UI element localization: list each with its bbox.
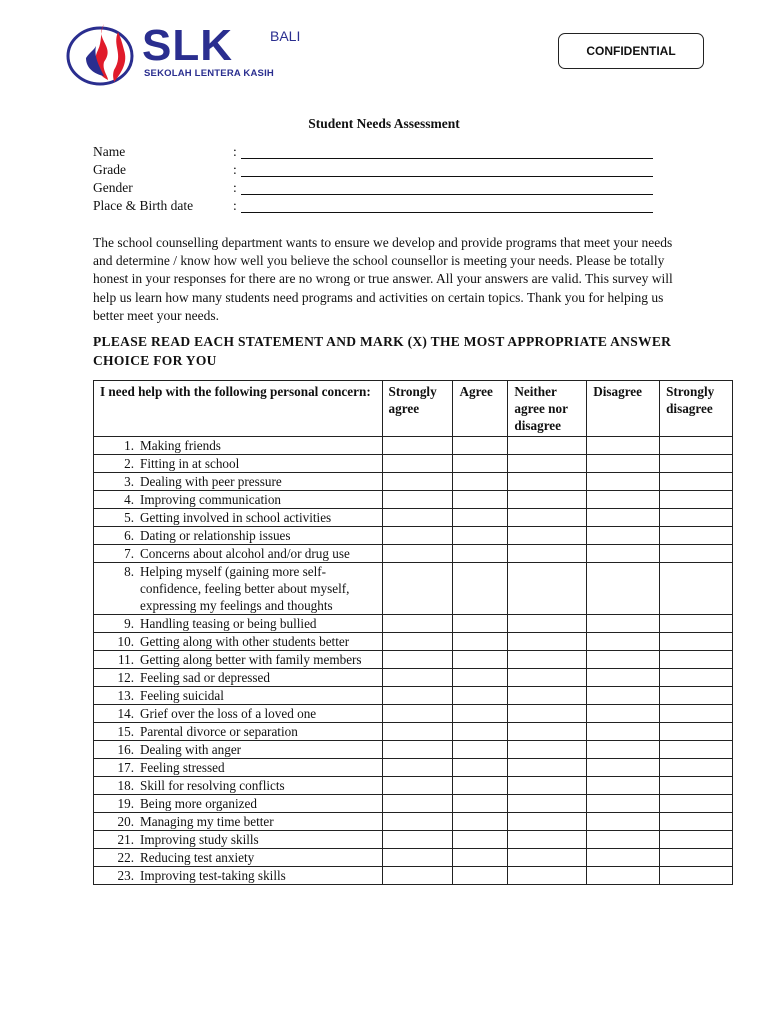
school-logo bbox=[64, 18, 324, 88]
answer-cell-neither[interactable] bbox=[508, 867, 587, 885]
answer-cell-neither[interactable] bbox=[508, 509, 587, 527]
concern-cell bbox=[94, 777, 383, 795]
answer-cell-disagree[interactable] bbox=[587, 759, 660, 777]
answer-cell-disagree[interactable] bbox=[587, 813, 660, 831]
concern-cell bbox=[94, 509, 383, 527]
answer-cell-strongly-agree[interactable] bbox=[382, 509, 453, 527]
concern-cell bbox=[94, 473, 383, 491]
column-header-concern: I need help with the following personal concern: bbox=[94, 381, 383, 437]
answer-cell-neither[interactable] bbox=[508, 741, 587, 759]
answer-line[interactable] bbox=[241, 176, 653, 177]
item-number: 12. bbox=[117, 670, 134, 685]
concern-cell bbox=[94, 527, 383, 545]
answer-cell-neither[interactable] bbox=[508, 777, 587, 795]
concern-cell bbox=[94, 455, 383, 473]
table-row bbox=[94, 687, 733, 705]
answer-cell-agree[interactable] bbox=[453, 759, 508, 777]
table-row bbox=[94, 633, 733, 651]
concern-cell bbox=[94, 437, 383, 455]
answer-cell-strongly-disagree[interactable] bbox=[660, 545, 733, 563]
item-number: 4. bbox=[124, 492, 134, 507]
table-row bbox=[94, 867, 733, 885]
column-header-disagree: Disagree bbox=[587, 381, 660, 437]
table-header-row bbox=[94, 381, 733, 437]
answer-cell-strongly-disagree[interactable] bbox=[660, 527, 733, 545]
item-text: Improving test-taking skills bbox=[140, 868, 286, 883]
answer-cell-neither[interactable] bbox=[508, 633, 587, 651]
table-row bbox=[94, 473, 733, 491]
answer-cell-agree[interactable] bbox=[453, 473, 508, 491]
answer-cell-agree[interactable] bbox=[453, 723, 508, 741]
answer-cell-disagree[interactable] bbox=[587, 867, 660, 885]
table-row bbox=[94, 491, 733, 509]
table-row bbox=[94, 777, 733, 795]
answer-cell-disagree[interactable] bbox=[587, 455, 660, 473]
assessment-table bbox=[93, 380, 733, 885]
concern-cell bbox=[94, 723, 383, 741]
answer-cell-strongly-disagree[interactable] bbox=[660, 509, 733, 527]
answer-cell-neither[interactable] bbox=[508, 759, 587, 777]
field-label: Gender bbox=[93, 180, 133, 195]
answer-cell-strongly-agree[interactable] bbox=[382, 705, 453, 723]
table-row bbox=[94, 527, 733, 545]
page-title: Student Needs Assessment bbox=[308, 116, 460, 131]
concern-cell bbox=[94, 615, 383, 633]
answer-cell-disagree[interactable] bbox=[587, 509, 660, 527]
answer-cell-neither[interactable] bbox=[508, 831, 587, 849]
item-text: Reducing test anxiety bbox=[140, 850, 255, 865]
answer-cell-strongly-disagree[interactable] bbox=[660, 455, 733, 473]
item-text: Making friends bbox=[140, 438, 221, 453]
answer-cell-neither[interactable] bbox=[508, 563, 587, 615]
field-label: Name bbox=[93, 144, 126, 159]
concern-cell bbox=[94, 651, 383, 669]
answer-cell-strongly-agree[interactable] bbox=[382, 545, 453, 563]
item-text: Dating or relationship issues bbox=[140, 528, 291, 543]
item-number: 6. bbox=[124, 528, 134, 543]
answer-cell-strongly-disagree[interactable] bbox=[660, 813, 733, 831]
table-row bbox=[94, 705, 733, 723]
answer-cell-disagree[interactable] bbox=[587, 633, 660, 651]
item-text: Parental divorce or separation bbox=[140, 724, 298, 739]
concern-cell bbox=[94, 741, 383, 759]
answer-cell-agree[interactable] bbox=[453, 849, 508, 867]
answer-cell-strongly-agree[interactable] bbox=[382, 615, 453, 633]
answer-cell-agree[interactable] bbox=[453, 867, 508, 885]
answer-cell-neither[interactable] bbox=[508, 813, 587, 831]
item-number: 14. bbox=[117, 706, 134, 721]
answer-cell-strongly-agree[interactable] bbox=[382, 527, 453, 545]
answer-cell-neither[interactable] bbox=[508, 849, 587, 867]
logo-region: BALI bbox=[270, 28, 301, 44]
answer-cell-neither[interactable] bbox=[508, 705, 587, 723]
answer-cell-strongly-agree[interactable] bbox=[382, 455, 453, 473]
item-number: 20. bbox=[117, 814, 134, 829]
answer-cell-disagree[interactable] bbox=[587, 795, 660, 813]
column-header-strongly-disagree: Strongly disagree bbox=[660, 381, 733, 437]
concern-cell bbox=[94, 563, 383, 615]
answer-cell-strongly-disagree[interactable] bbox=[660, 723, 733, 741]
table-row bbox=[94, 563, 733, 615]
flame-emblem-icon bbox=[64, 18, 140, 88]
answer-line[interactable] bbox=[241, 212, 653, 213]
item-number: 19. bbox=[117, 796, 134, 811]
answer-cell-strongly-disagree[interactable] bbox=[660, 849, 733, 867]
answer-cell-agree[interactable] bbox=[453, 651, 508, 669]
table-row bbox=[94, 615, 733, 633]
answer-cell-agree[interactable] bbox=[453, 563, 508, 615]
table-row bbox=[94, 437, 733, 455]
answer-cell-strongly-disagree[interactable] bbox=[660, 563, 733, 615]
answer-cell-agree[interactable] bbox=[453, 813, 508, 831]
table-row bbox=[94, 455, 733, 473]
grade-field[interactable] bbox=[93, 162, 653, 180]
answer-cell-neither[interactable] bbox=[508, 527, 587, 545]
answer-cell-strongly-disagree[interactable] bbox=[660, 831, 733, 849]
item-text: Improving communication bbox=[140, 492, 282, 507]
table-row bbox=[94, 849, 733, 867]
answer-cell-neither[interactable] bbox=[508, 795, 587, 813]
answer-cell-strongly-disagree[interactable] bbox=[660, 705, 733, 723]
concern-cell bbox=[94, 669, 383, 687]
answer-cell-strongly-disagree[interactable] bbox=[660, 615, 733, 633]
concern-cell bbox=[94, 849, 383, 867]
logo-wordmark: SLK bbox=[142, 21, 233, 70]
item-number: 2. bbox=[124, 456, 134, 471]
answer-cell-strongly-disagree[interactable] bbox=[660, 473, 733, 491]
answer-cell-strongly-agree[interactable] bbox=[382, 849, 453, 867]
answer-cell-strongly-agree[interactable] bbox=[382, 723, 453, 741]
concern-cell bbox=[94, 491, 383, 509]
answer-cell-disagree[interactable] bbox=[587, 437, 660, 455]
answer-cell-strongly-agree[interactable] bbox=[382, 473, 453, 491]
field-colon: : bbox=[233, 180, 237, 195]
answer-cell-strongly-agree[interactable] bbox=[382, 831, 453, 849]
answer-cell-agree[interactable] bbox=[453, 633, 508, 651]
answer-cell-agree[interactable] bbox=[453, 687, 508, 705]
item-number: 22. bbox=[117, 850, 134, 865]
table-row bbox=[94, 795, 733, 813]
item-text: Grief over the loss of a loved one bbox=[140, 706, 317, 721]
item-number: 8. bbox=[124, 564, 134, 579]
answer-cell-strongly-disagree[interactable] bbox=[660, 491, 733, 509]
answer-cell-disagree[interactable] bbox=[587, 473, 660, 491]
answer-cell-agree[interactable] bbox=[453, 705, 508, 723]
answer-cell-agree[interactable] bbox=[453, 527, 508, 545]
item-number: 21. bbox=[117, 832, 134, 847]
concern-cell bbox=[94, 705, 383, 723]
item-number: 18. bbox=[117, 778, 134, 793]
answer-cell-disagree[interactable] bbox=[587, 831, 660, 849]
answer-cell-strongly-disagree[interactable] bbox=[660, 741, 733, 759]
answer-cell-disagree[interactable] bbox=[587, 723, 660, 741]
answer-cell-neither[interactable] bbox=[508, 651, 587, 669]
table-row bbox=[94, 509, 733, 527]
answer-cell-strongly-agree[interactable] bbox=[382, 867, 453, 885]
item-number: 5. bbox=[124, 510, 134, 525]
answer-cell-strongly-agree[interactable] bbox=[382, 491, 453, 509]
field-label: Place & Birth date bbox=[93, 198, 194, 213]
answer-cell-disagree[interactable] bbox=[587, 527, 660, 545]
item-number: 23. bbox=[117, 868, 134, 883]
answer-cell-strongly-disagree[interactable] bbox=[660, 867, 733, 885]
answer-cell-agree[interactable] bbox=[453, 545, 508, 563]
column-header-neither: Neither agree nor disagree bbox=[508, 381, 587, 437]
answer-cell-neither[interactable] bbox=[508, 491, 587, 509]
item-text: Getting along better with family members bbox=[140, 652, 362, 667]
answer-cell-strongly-disagree[interactable] bbox=[660, 777, 733, 795]
concern-cell bbox=[94, 687, 383, 705]
answer-cell-agree[interactable] bbox=[453, 491, 508, 509]
item-number: 17. bbox=[117, 760, 134, 775]
answer-line[interactable] bbox=[241, 194, 653, 195]
answer-cell-strongly-agree[interactable] bbox=[382, 741, 453, 759]
answer-cell-disagree[interactable] bbox=[587, 687, 660, 705]
item-text: Dealing with anger bbox=[140, 742, 242, 757]
answer-cell-neither[interactable] bbox=[508, 687, 587, 705]
item-text: Skill for resolving conflicts bbox=[140, 778, 285, 793]
field-colon: : bbox=[233, 162, 237, 177]
item-number: 15. bbox=[117, 724, 134, 739]
answer-cell-disagree[interactable] bbox=[587, 651, 660, 669]
answer-cell-strongly-disagree[interactable] bbox=[660, 437, 733, 455]
answer-cell-agree[interactable] bbox=[453, 741, 508, 759]
instruction-heading: PLEASE READ EACH STATEMENT AND MARK (X) THE MOST APPROPRIATE ANSWER CHOICE FOR YOU bbox=[93, 334, 672, 368]
answer-cell-neither[interactable] bbox=[508, 437, 587, 455]
column-header-strongly-agree: Strongly agree bbox=[382, 381, 453, 437]
concern-cell bbox=[94, 795, 383, 813]
answer-cell-disagree[interactable] bbox=[587, 563, 660, 615]
answer-cell-strongly-agree[interactable] bbox=[382, 687, 453, 705]
item-number: 7. bbox=[124, 546, 134, 561]
answer-cell-strongly-agree[interactable] bbox=[382, 795, 453, 813]
item-text: Helping myself (gaining more self-confidence, feeling better about myself, expressing my feelings and thoughts bbox=[140, 564, 350, 613]
answer-cell-neither[interactable] bbox=[508, 455, 587, 473]
answer-cell-agree[interactable] bbox=[453, 437, 508, 455]
answer-cell-disagree[interactable] bbox=[587, 705, 660, 723]
item-text: Managing my time better bbox=[140, 814, 274, 829]
item-text: Getting along with other students better bbox=[140, 634, 350, 649]
item-number: 3. bbox=[124, 474, 134, 489]
concern-cell bbox=[94, 831, 383, 849]
answer-cell-agree[interactable] bbox=[453, 777, 508, 795]
item-text: Being more organized bbox=[140, 796, 257, 811]
answer-cell-strongly-agree[interactable] bbox=[382, 437, 453, 455]
answer-cell-strongly-disagree[interactable] bbox=[660, 759, 733, 777]
answer-cell-disagree[interactable] bbox=[587, 777, 660, 795]
answer-cell-strongly-agree[interactable] bbox=[382, 563, 453, 615]
answer-cell-neither[interactable] bbox=[508, 545, 587, 563]
field-colon: : bbox=[233, 198, 237, 213]
table-row bbox=[94, 723, 733, 741]
answer-cell-disagree[interactable] bbox=[587, 491, 660, 509]
item-text: Getting involved in school activities bbox=[140, 510, 332, 525]
item-text: Feeling suicidal bbox=[140, 688, 224, 703]
answer-line[interactable] bbox=[241, 158, 653, 159]
item-text: Handling teasing or being bullied bbox=[140, 616, 317, 631]
item-text: Improving study skills bbox=[140, 832, 259, 847]
concern-cell bbox=[94, 867, 383, 885]
answer-cell-agree[interactable] bbox=[453, 615, 508, 633]
table-row bbox=[94, 651, 733, 669]
item-number: 9. bbox=[124, 616, 134, 631]
field-label: Grade bbox=[93, 162, 126, 177]
answer-cell-strongly-agree[interactable] bbox=[382, 813, 453, 831]
gender-field[interactable] bbox=[93, 180, 653, 198]
answer-cell-agree[interactable] bbox=[453, 831, 508, 849]
answer-cell-strongly-agree[interactable] bbox=[382, 777, 453, 795]
answer-cell-strongly-agree[interactable] bbox=[382, 651, 453, 669]
answer-cell-strongly-disagree[interactable] bbox=[660, 651, 733, 669]
item-number: 11. bbox=[118, 652, 134, 667]
table-row bbox=[94, 669, 733, 687]
answer-cell-agree[interactable] bbox=[453, 509, 508, 527]
answer-cell-disagree[interactable] bbox=[587, 849, 660, 867]
answer-cell-strongly-agree[interactable] bbox=[382, 759, 453, 777]
item-text: Concerns about alcohol and/or drug use bbox=[140, 546, 350, 561]
answer-cell-strongly-disagree[interactable] bbox=[660, 669, 733, 687]
answer-cell-neither[interactable] bbox=[508, 723, 587, 741]
intro-paragraph: The school counselling department wants to ensure we develop and provide programs that meet your needs and determine / know how well you believe the school counsellor is meeting your needs. Please be totally honest in your responses for there are no wrong or true answer. All your answers are valid. This survey will help us learn how many students need programs and activities on certain topics. Thank you for helping us better meet your needs. bbox=[93, 235, 673, 323]
answer-cell-neither[interactable] bbox=[508, 669, 587, 687]
column-header-agree: Agree bbox=[453, 381, 508, 437]
birth-field[interactable] bbox=[93, 198, 653, 216]
table-row bbox=[94, 813, 733, 831]
item-text: Dealing with peer pressure bbox=[140, 474, 282, 489]
concern-cell bbox=[94, 813, 383, 831]
answer-cell-disagree[interactable] bbox=[587, 669, 660, 687]
field-colon: : bbox=[233, 144, 237, 159]
answer-cell-disagree[interactable] bbox=[587, 615, 660, 633]
answer-cell-strongly-disagree[interactable] bbox=[660, 633, 733, 651]
answer-cell-strongly-disagree[interactable] bbox=[660, 795, 733, 813]
item-text: Feeling sad or depressed bbox=[140, 670, 271, 685]
name-field[interactable] bbox=[93, 144, 653, 162]
answer-cell-strongly-agree[interactable] bbox=[382, 633, 453, 651]
answer-cell-disagree[interactable] bbox=[587, 741, 660, 759]
table-row bbox=[94, 759, 733, 777]
answer-cell-strongly-agree[interactable] bbox=[382, 669, 453, 687]
answer-cell-strongly-disagree[interactable] bbox=[660, 687, 733, 705]
answer-cell-agree[interactable] bbox=[453, 455, 508, 473]
item-number: 10. bbox=[117, 634, 134, 649]
table-row bbox=[94, 831, 733, 849]
table-row bbox=[94, 545, 733, 563]
item-number: 16. bbox=[117, 742, 134, 757]
answer-cell-neither[interactable] bbox=[508, 473, 587, 491]
answer-cell-disagree[interactable] bbox=[587, 545, 660, 563]
confidential-box: CONFIDENTIAL bbox=[558, 33, 704, 69]
answer-cell-neither[interactable] bbox=[508, 615, 587, 633]
item-text: Feeling stressed bbox=[140, 760, 225, 775]
item-number: 13. bbox=[117, 688, 134, 703]
table-row bbox=[94, 741, 733, 759]
answer-cell-agree[interactable] bbox=[453, 795, 508, 813]
item-number: 1. bbox=[124, 438, 134, 453]
concern-cell bbox=[94, 545, 383, 563]
concern-cell bbox=[94, 759, 383, 777]
item-text: Fitting in at school bbox=[140, 456, 240, 471]
concern-cell bbox=[94, 633, 383, 651]
logo-subtitle: SEKOLAH LENTERA KASIH bbox=[144, 68, 274, 79]
answer-cell-agree[interactable] bbox=[453, 669, 508, 687]
